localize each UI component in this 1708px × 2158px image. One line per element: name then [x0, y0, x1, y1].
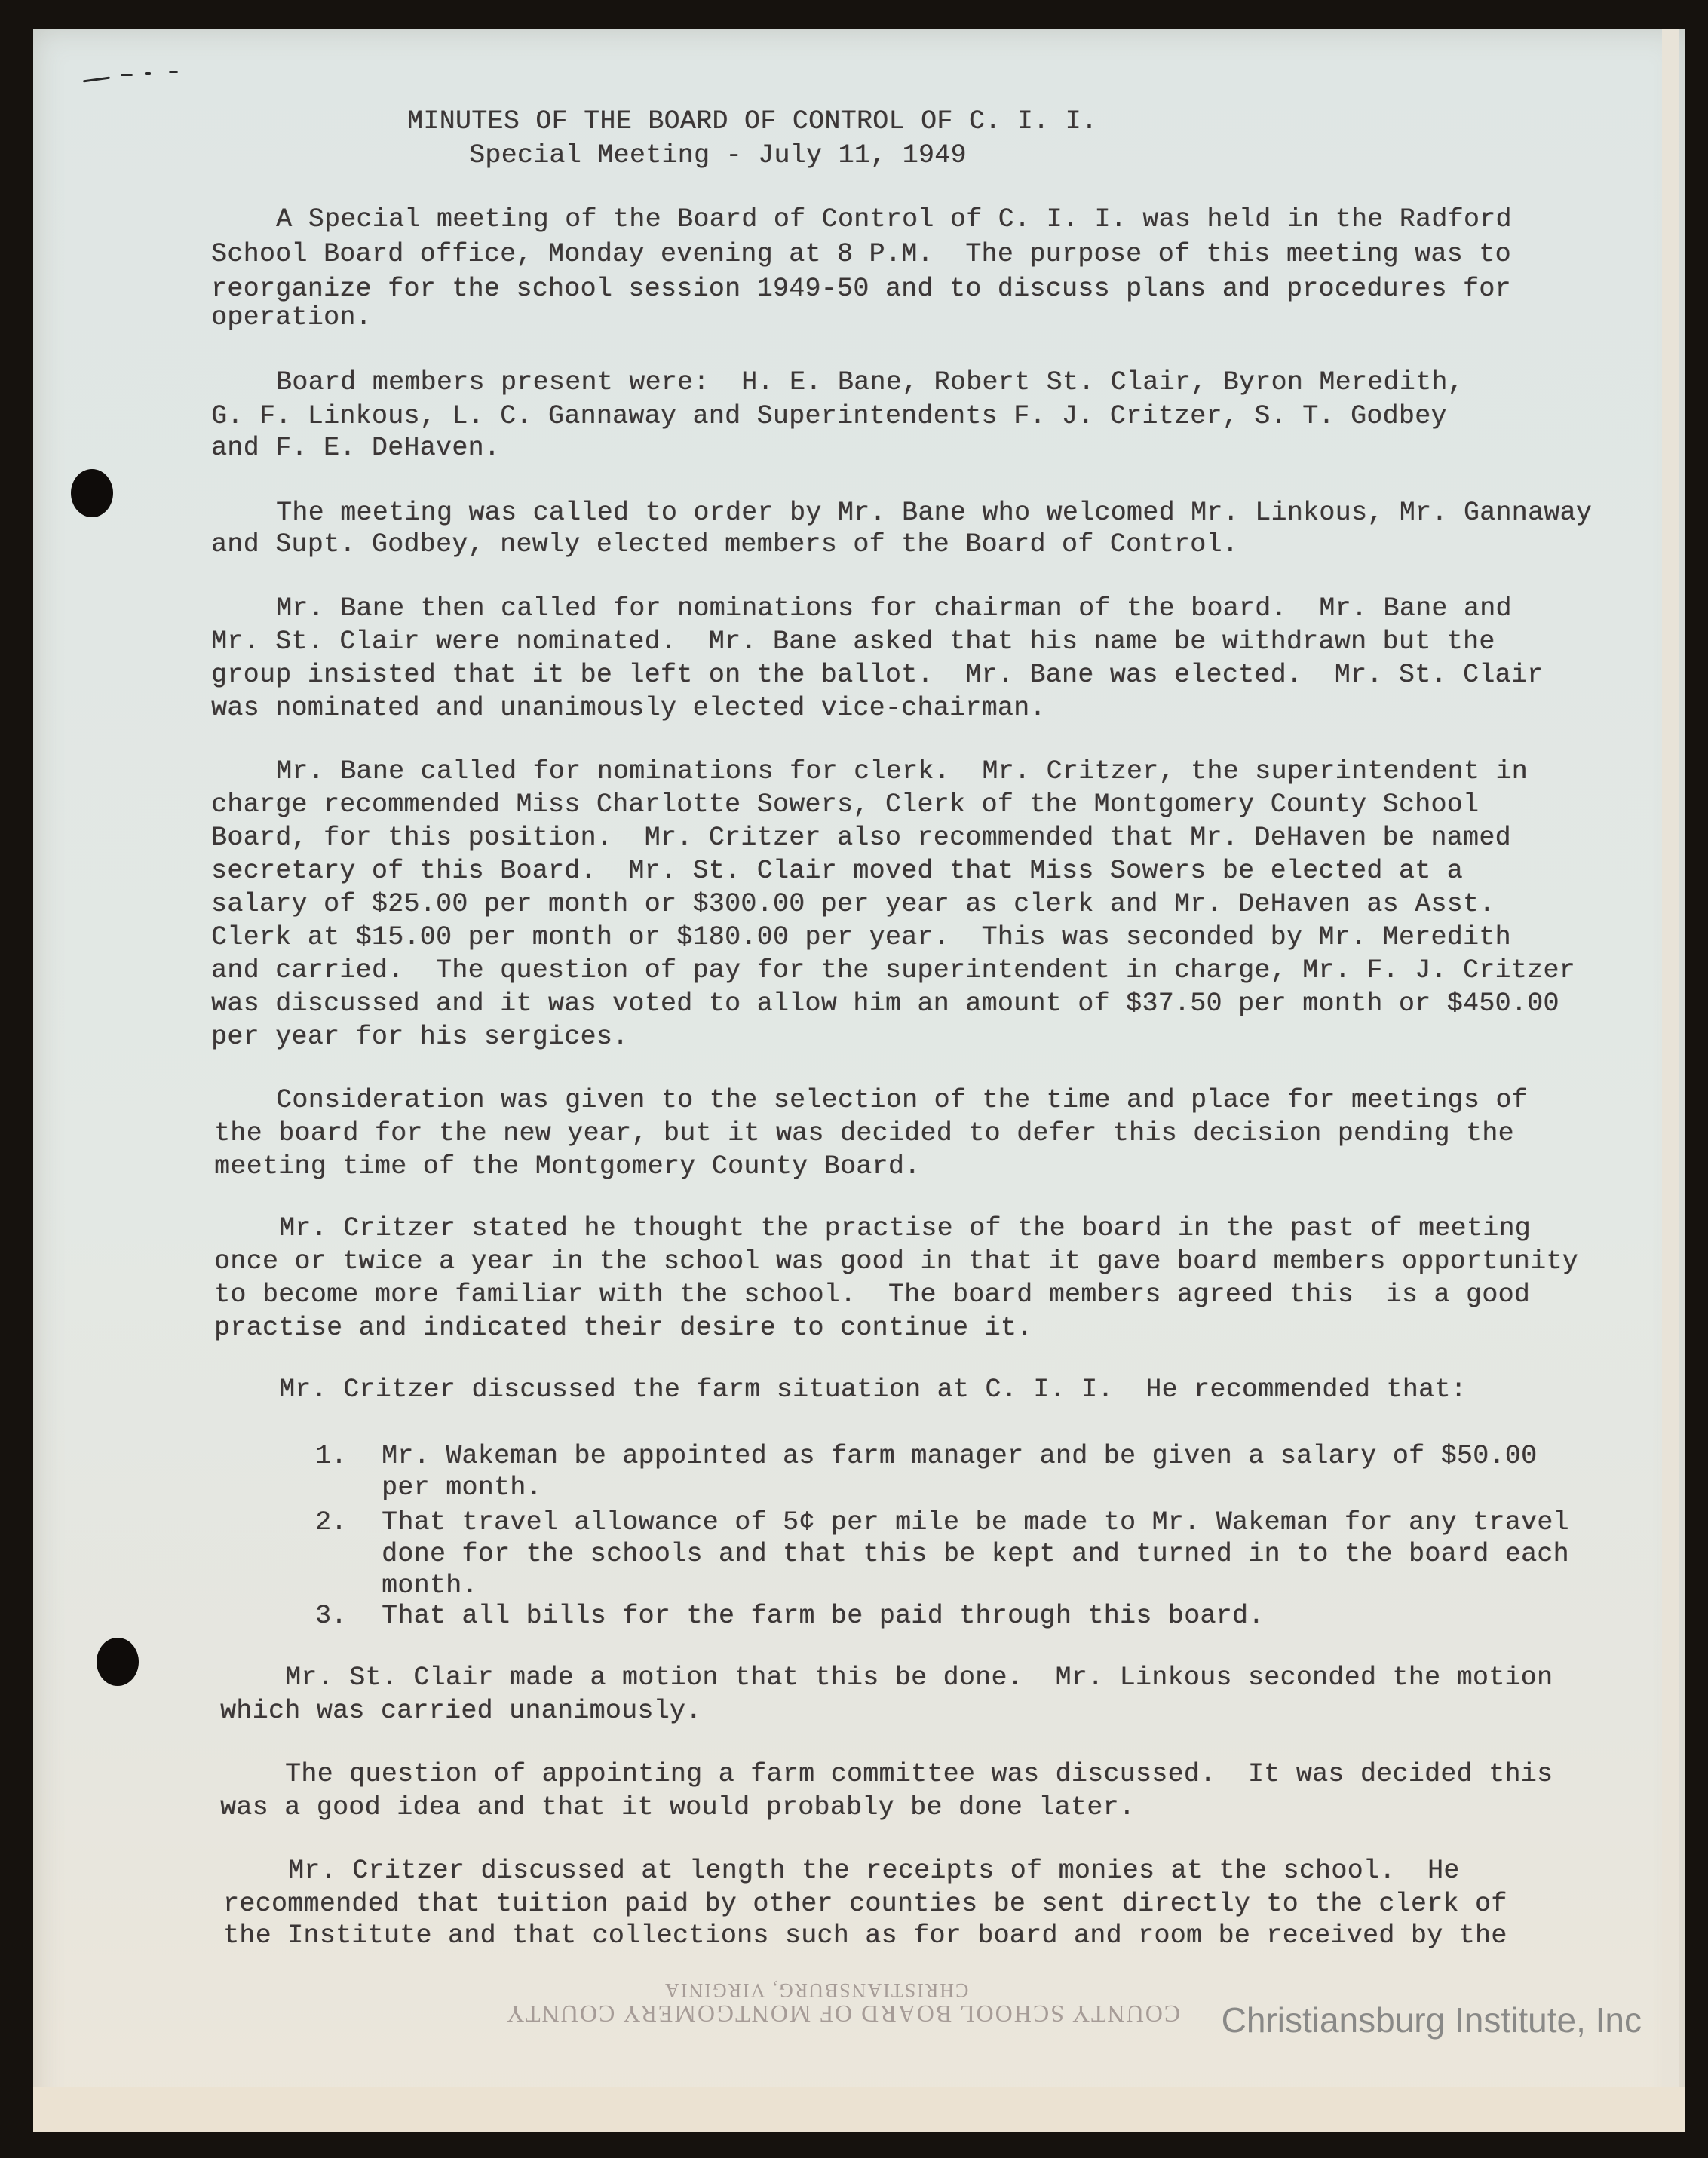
text-line: Mr. St. Clair made a motion that this be done. Mr. Linkous seconded the motion	[285, 1663, 1553, 1693]
text-line: Consideration was given to the selection of the time and place for meetings of	[276, 1086, 1528, 1115]
text-line: meeting time of the Montgomery County Board.	[214, 1152, 921, 1182]
text-line: School Board office, Monday evening at 8 P.M. The purpose of this meeting was to	[211, 240, 1511, 269]
text-line: group insisted that it be left on the ballot. Mr. Bane was elected. Mr. St. Clair	[211, 661, 1544, 690]
text-line: and F. E. DeHaven.	[211, 434, 501, 463]
text-line: done for the schools and that this be kept and turned in to the board each	[382, 1540, 1569, 1569]
text-line: secretary of this Board. Mr. St. Clair moved that Miss Sowers be elected at a	[211, 857, 1463, 886]
text-line: Board, for this position. Mr. Critzer also recommended that Mr. DeHaven be named	[211, 823, 1511, 853]
punch-hole-top	[71, 469, 113, 517]
text-line: That all bills for the farm be paid through this board.	[382, 1602, 1265, 1631]
punch-hole-bottom	[97, 1638, 139, 1686]
text-line: month.	[382, 1571, 478, 1601]
text-line: and carried. The question of pay for the superintendent in charge, Mr. F. J. Critzer	[211, 956, 1575, 986]
text-line: A Special meeting of the Board of Control of C. I. I. was held in the Radford	[276, 205, 1512, 234]
text-line: The question of appointing a farm committee was discussed. It was decided this	[285, 1760, 1553, 1789]
text-line: charge recommended Miss Charlotte Sowers, Clerk of the Montgomery County School	[211, 790, 1480, 820]
text-line: was a good idea and that it would probably be done later.	[220, 1793, 1136, 1822]
text-line: once or twice a year in the school was good in that it gave board members opportunity	[214, 1247, 1578, 1277]
list-number: 2.	[315, 1508, 347, 1537]
text-line: practise and indicated their desire to continue it.	[214, 1313, 1033, 1343]
text-line: Mr. Critzer stated he thought the practise of the board in the past of meeting	[279, 1214, 1531, 1243]
pen-mark	[83, 68, 189, 86]
text-line: The meeting was called to order by Mr. Bane who welcomed Mr. Linkous, Mr. Gannaway	[276, 498, 1593, 528]
text-line: the board for the new year, but it was decided to defer this decision pending the	[214, 1119, 1514, 1148]
text-line: reorganize for the school session 1949-50 and to discuss plans and procedures for	[211, 274, 1511, 304]
text-line: recommended that tuition paid by other counties be sent directly to the clerk of	[223, 1890, 1507, 1919]
list-number: 3.	[315, 1602, 347, 1631]
text-line: salary of $25.00 per month or $300.00 per year as clerk and Mr. DeHaven as Asst.	[211, 890, 1495, 919]
text-line: Clerk at $15.00 per month or $180.00 per year. This was seconded by Mr. Meredith	[211, 923, 1511, 952]
text-line: was discussed and it was voted to allow him an amount of $37.50 per month or $450.00	[211, 989, 1559, 1019]
page-edge	[1662, 29, 1679, 2132]
text-line: to become more familiar with the school. The board members agreed this is a good	[214, 1280, 1531, 1310]
text-line: Board members present were: H. E. Bane, Robert St. Clair, Byron Meredith,	[276, 368, 1464, 397]
text-line: the Institute and that collections such as for board and room be received by the	[223, 1921, 1507, 1951]
document-title: MINUTES OF THE BOARD OF CONTROL OF C. I. I.	[407, 107, 1098, 136]
text-line: was nominated and unanimously elected vice-chairman.	[211, 694, 1046, 723]
text-line: per year for his sergices.	[211, 1022, 629, 1052]
text-line: That travel allowance of 5¢ per mile be made to Mr. Wakeman for any travel	[382, 1508, 1569, 1537]
document-subtitle: Special Meeting - July 11, 1949	[469, 141, 967, 170]
stamp-bleed-line-2: COUNTY SCHOOL BOARD OF MONTGOMERY COUNTY	[505, 2000, 1181, 2028]
stamp-bleed-line-1: CHRISTIANSBURG, VIRGINIA	[664, 1979, 969, 2001]
text-line: Mr. Bane then called for nominations for chairman of the board. Mr. Bane and	[276, 594, 1512, 624]
text-line: Mr. Bane called for nominations for clerk. Mr. Critzer, the superintendent in	[276, 757, 1528, 786]
text-line: operation.	[211, 303, 372, 333]
text-line: G. F. Linkous, L. C. Gannaway and Superintendents F. J. Critzer, S. T. Godbey	[211, 402, 1447, 431]
text-line: Mr. Critzer discussed at length the receipts of monies at the school. He	[288, 1856, 1460, 1886]
text-line: and Supt. Godbey, newly elected members of the Board of Control.	[211, 530, 1239, 559]
text-line: Mr. Wakeman be appointed as farm manager and be given a salary of $50.00	[382, 1442, 1538, 1471]
text-line: which was carried unanimously.	[220, 1697, 702, 1726]
page-bottom-edge	[33, 2087, 1685, 2132]
list-number: 1.	[315, 1442, 347, 1471]
text-line: per month.	[382, 1473, 542, 1503]
text-line: Mr. St. Clair were nominated. Mr. Bane asked that his name be withdrawn but the	[211, 627, 1495, 657]
paragraph-farm-situation: Mr. Critzer discussed the farm situation at C. I. I. He recommended that:	[279, 1375, 1467, 1405]
archive-watermark: Christiansburg Institute, Inc	[1221, 2000, 1642, 2040]
